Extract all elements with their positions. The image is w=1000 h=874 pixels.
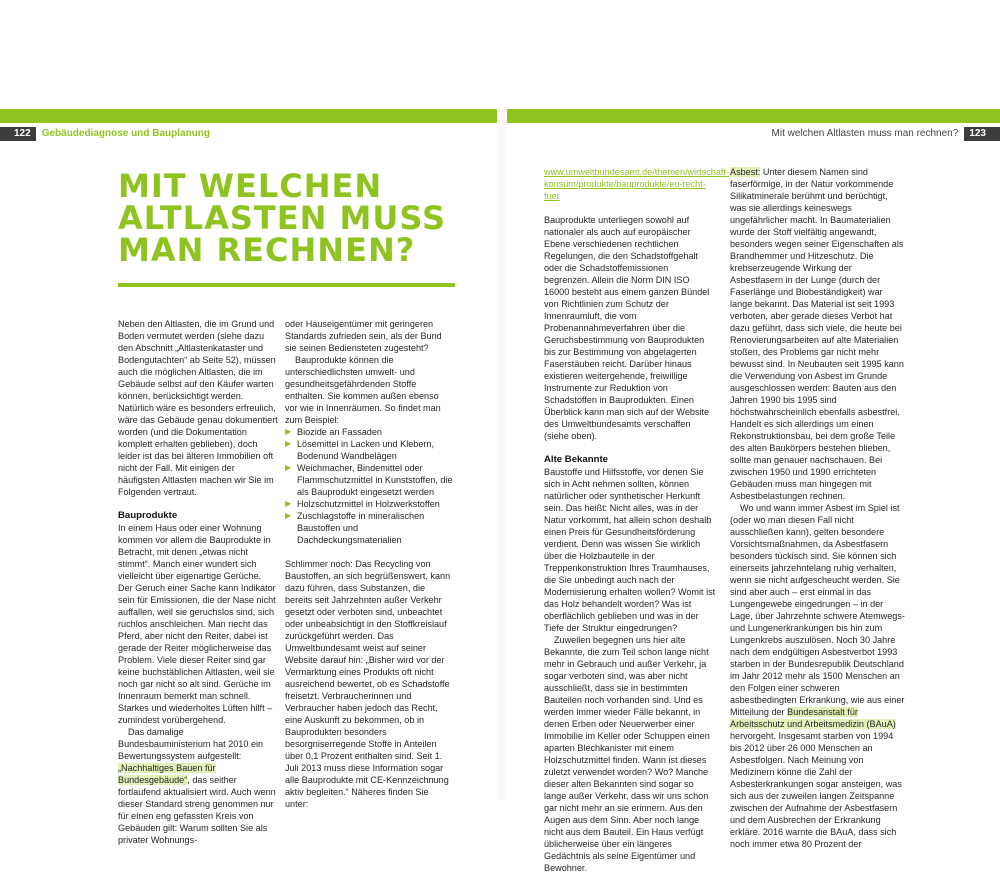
right-running-head [507,127,1000,141]
column-1 [118,318,278,846]
heading-alte-bekannte: Alte Bekannte [544,454,608,465]
col2-paragraph-1: oder Hauseigentümer mit geringeren Standards zufrieden sein, als der Bund sie seinen Bediensteten zugesteht? [285,319,442,353]
left-page-number: 122 [0,127,36,141]
col3-paragraph-1: Bauprodukte unterliegen sowohl auf nationaler als auch auf europäischer Ebene verschiedenen rechtlichen Regelungen, die den Schadstoffgehalt oder die Schadstoffemissionen begrenzen. Allein die Norm DIN ISO 16000 besteht aus einem ganzen Bündel von Richtlinien zum Schutz der Innenraumluft, die vom Probenannahmeverfahren über die Geruchsbestimmung von Bauprodukten bis zur Bestimmung von abgelagerten Faserstäuben reicht. Darüber hinaus existieren weitergehende, freiwillige Instrumente zur Reduktion von Schadstoffen in Bauprodukten. Einen Überblick kann man sich auf der Website des Umweltbundesamts verschaffen (siehe oben). [544,215,710,441]
title-underline [118,283,455,287]
bauprodukte-paragraph-1: In einem Haus oder einer Wohnung kommen vor allem die Bauprodukte in Betracht, mit denen „etwas nicht stimmt“. Manch einer wundert sich vielleicht über eigenartige Gerüche. Der Geruch einer Sache kann Indikator sein für Emissionen, die der Nase nicht auffallen, weil sie geruchslos sind, sich ruchlos anschleichen. Man riecht das Pferd, aber nicht den Reiter, dabei ist gerade der Reiter möglicherweise das Problem. Viele dieser Reiter sind gar keine buchstäblichen Altlasten, weil sie noch gar nicht so alt sind. Gerüche im Innenraum bemerkt man schnell. Starkes und wiederholtes Lüften hilft – zumindest vorübergehend. [118,523,276,725]
list-item: ▶ Lösemittel in Lacken und Klebern, Bodenund Wandbelägen [285,438,453,462]
page-gutter [497,109,507,800]
title-line-3: MAN RECHNEN? [118,231,416,269]
col3-paragraph-3: Zuweilen begegnen uns hier alte Bekannte, die zum Teil schon lange nicht mehr in Gebrauch und außer Verkehr, ja sogar verboten sind, was aber nicht ausschließt, dass sie in bestimmten Bauteilen noch vorhanden sind. Und es werden immer wieder Fälle bekannt, in denen Erben oder Neuerwerber einer Immobilie im Keller oder Schuppen einen aparten Blechkanister mit einem Holzschutzmittel finden. Wann ist dieses zuletzt verwendet worden? Wo? Manche dieser alten Bekannten sind sogar so lange außer Verkehr, dass wir uns schon gar nicht mehr an sie erinnern. Aus den Augen aus dem Sinn. Aber noch lange nicht aus dem Bauteil. Ein Haus verfügt üblicherweise über ein längeres Gedächtnis als seine Eigentümer und Bewohner. [544,635,710,873]
column-4 [730,166,906,850]
col2-paragraph-3: Schlimmer noch: Das Recycling von Baustoffen, an sich begrüßenswert, kann dazu führen, dass Substanzen, die bereits seit Jahrzehnten außer Verkehr gesetzt oder verboten sind, unbeachtet oder unbeabsichtigt in den Stoffkreislauf zurückgeführt werden. Das Umweltbundesamt weist auf seiner Website darauf hin: „Bisher wird vor der Vermarktung eines Produkts oft nicht ausreichend bewertet, ob es Schadstoffe freisetzt. Verbraucherinnen und Verbraucher haben jedoch das Recht, eine Auskunft zu bekommen, ob in Bauprodukten besonders besorgniserregende Stoffe in Anteilen über 0,1 Prozent enthalten sind. Seit 1. Juli 2013 muss diese Information sogar alle Bauprodukte mit CE-Kennzeichnung aktiv begleiten.“ Näheres finden Sie unter: [285,559,451,809]
right-chapter-name: Mit welchen Altlasten muss man rechnen? [771,128,959,139]
left-section-name: Gebäudediagnose und Bauplanung [41,128,211,139]
list-item: ▶ Biozide an Fassaden [285,426,453,438]
intro-paragraph: Neben den Altlasten, die im Grund und Boden vermutet werden (siehe dazu den Abschnitt „Altlastenkataster und Bodengutachten“ ab Seite 52), müssen auch die möglichen Altlasten, die im Gebäude selbst auf den Käufer warten können, berücksichtigt werden. Natürlich wäre es besonders erfreulich, wäre das Gebäude genau dokumentiert worden (und die Dokumentation komplett erhalten geblieben), doch leider ist das bei älteren Immobilien oft nicht der Fall. Mit einigen der häufigsten Altlasten machen wir Sie im Folgenden vertraut. [118,319,278,497]
paragraph-text: Unter diesem Namen sind faserförmige, in der Natur vorkommende Silikatminerale berühmt und berüchtigt, was sie allerdings keineswegs ungefährlicher macht. In Baumaterialien wurde der Stoff vielfältig angewandt, besonders wegen seiner Eigenschaften als Brandhemmer und Hitzeschutz. Die krebserzeugende Wirkung der Asbestfasern in der Lunge (durch der Faserlänge und Biobeständigkeit) war lange bekannt. Das Material ist seit 1993 verboten, aber gerade dieses Verbot hat dazu geführt, dass sich viele, die heute bei Renovierungsarbeiten auf alte Materialien stoßen, des Problems gar nicht mehr bewusst sind. In Neubauten seit 1995 kann die Verwendung von Asbest im Grunde ausgeschlossen werden: Bauten aus den Jahren 1990 bis 1995 sind höchstwahrscheinlich ebenfalls asbestfrei. Handelt es sich allerdings um einen Rekonstruktionsbau, bei dem große Teile des alten Baukörpers bestehen blieben, sollte man genauer nachschauen. Bei zwischen 1950 und 1990 errichteten Gebäuden muss man hingegen mit Asbestbelastungen rechnen. [730,167,904,501]
highlight-nachhaltiges-bauen: „Nachhaltiges Bauen für Bundesgebäude“ [118,763,216,785]
left-page-green-bar [0,109,497,123]
col2-paragraph-2: Bauprodukte können die unterschiedlichsten umwelt- und gesundheitsgefährdenden Stoffe enthalten. Sie kommen außen ebenso vor wie in Innenräumen. So findet man zum Beispiel: [285,355,441,425]
paragraph-text: hervorgeht. Insgesamt starben von 1994 bis 2012 über 26 000 Menschen an Asbestfolgen. Nach Meinung von Medizinern könne die Zahl der Asbesterkrankungen sogar ansteigen, was sich aus der zuweilen langen Zeitspanne zwischen der Aufnahme der Asbestfasern und dem Ausbrechen der Erkrankung erkläre. 2016 warnte die BAuA, dass sich noch immer etwa 80 Prozent der [730,731,902,849]
column-3 [544,166,729,874]
list-item: ▶ Holzschutzmittel in Holzwerkstoffen [285,498,453,510]
title-line-2: ALTLASTEN MUSS [118,199,446,237]
right-page-green-bar [507,109,1000,123]
paragraph-text: , das seither fortlaufend aktualisiert wird. Auch wenn dieser Standard streng genommen nur für einen eng gefassten Kreis von Gebäuden gilt: Warum sollten Sie als privater Wohnungs- [118,775,276,845]
highlight-asbest: Asbest: [730,167,761,177]
substance-list [285,426,453,546]
highlight-baua: Bundesanstalt für Arbeitsschutz und Arbeitsmedizin (BAuA) [730,707,896,729]
page-title [118,167,458,269]
title-line-1: MIT WELCHEN [118,167,383,205]
asbest-paragraph-2 [730,502,906,850]
umweltbundesamt-link[interactable]: www.umweltbundesamt.de/themen/wirtschaft-konsum/produkte/bauprodukte/eu-recht-fuer [544,167,729,201]
list-item: ▶ Weichmacher, Bindemittel oder Flammschutzmittel in Kunststoffen, die als Bauprodukt eingesetzt werden [285,462,453,498]
asbest-paragraph-1 [730,166,906,502]
paragraph-text: Wo und wann immer Asbest im Spiel ist (oder wo man diesen Fall nicht ausschließen kann), gelten besondere Vorsichtsmaßnahmen, da Asbestfasern besonders tückisch sind. Sie können sich einerseits jahrzehntelang ruhig verhalten, wenn sie nicht aufgescheucht werden. Sie sind aber auch – erst einmal in das Lungengewebe eingedrungen – in der Lage, über Jahrzehnte schwere Atemwegs- und Lungenerkrankungen bis hin zum Lungenkrebs auszulösen. Noch 30 Jahre nach dem endgültigen Asbestverbot 1993 starben in der Bundesrepublik Deutschland im Jahr 2012 mehr als 1500 Menschen an den Folgen einer schweren asbestbedingten Erkrankung, wie aus einer Mitteilung der [730,503,905,717]
list-item: ▶ Zuschlagstoffe in mineralischen Baustoffen und Dachdeckungsmaterialien [285,510,453,546]
heading-bauprodukte: Bauprodukte [118,510,178,521]
bauprodukte-paragraph-2 [118,726,278,846]
left-running-head [0,127,497,141]
col3-paragraph-2: Baustoffe und Hilfsstoffe, vor denen Sie sich in Acht nehmen sollten, können natürlicher oder synthetischer Herkunft sein. Das heißt: Nicht alles, was in der Natur vorkommt, hat allein schon deshalb einen Preis für Gesundheitsförderung verdient. Denn was wissen Sie wirklich über die Holzbauteile in der Treppenkonstruktion Ihres Traumhauses, die Sie unbedingt auch nach der Modernisierung erhalten wollen? Womit ist das Holz behandelt worden? Was ist oberflächlich geblieben und was in der Tiefe der Struktur eingedrungen? [544,467,716,633]
paragraph-text: Das damalige Bundesbauministerium hat 2010 ein Bewertungssystem aufgestellt: [118,727,264,761]
right-page-number: 123 [964,127,1000,141]
column-2 [285,318,453,810]
